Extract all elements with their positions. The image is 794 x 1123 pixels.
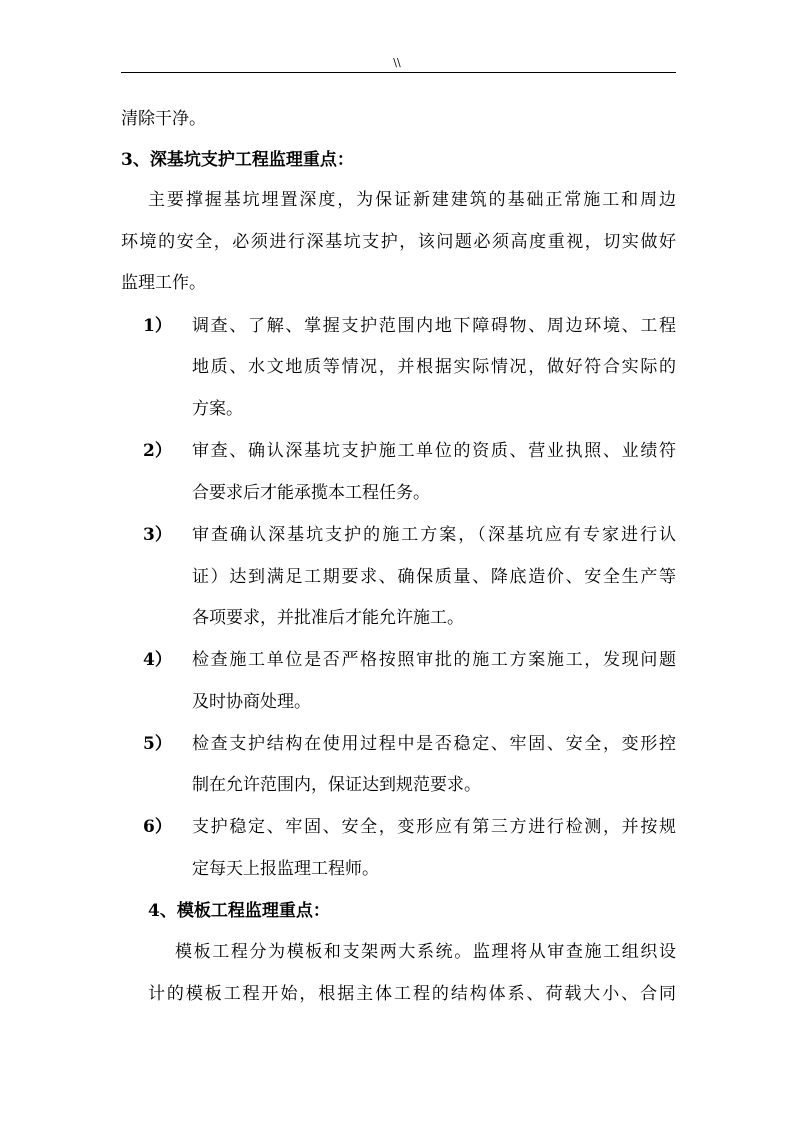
list-item-number: 2） [143,441,172,461]
list-item-line: 合要求后才能承揽本工程任务。 [192,483,430,503]
paragraph-line: 模板工程分为模板和支架两大系统。监理将从审查施工组织设 [175,942,676,962]
list-item-line: 各项要求，并批准后才能允许施工。 [192,608,464,628]
list-item-line: 调查、了解、掌握支护范围内地下障碍物、周边环境、工程 [192,316,676,336]
list-item-number: 6） [143,817,172,837]
list-item-number: 3） [143,525,172,545]
list-item-number: 4） [143,650,172,670]
list-item-line: 审查确认深基坑支护的施工方案，（深基坑应有专家进行认 [192,525,676,545]
section-heading-4: 4、模板工程监理重点： [148,901,330,921]
paragraph-line: 环境的安全，必须进行深基坑支护，该问题必须高度重视，切实做好 [121,232,676,252]
list-item-line: 制在允许范围内，保证达到规范要求。 [192,775,481,795]
paragraph-line: 监理工作。 [121,273,206,293]
list-item-line: 及时协商处理。 [192,692,311,712]
header-rule [121,72,676,73]
list-item-line: 定每天上报监理工程师。 [192,859,379,879]
paragraph-continuation: 清除干净。 [121,109,206,129]
paragraph-line: 主要撑握基坑埋置深度，为保证新建建筑的基础正常施工和周边 [148,190,676,210]
list-item-number: 5） [143,734,172,754]
header-mark: \\ [393,56,401,69]
paragraph-line: 计的模板工程开始，根据主体工程的结构体系、荷载大小、合同 [148,984,676,1004]
list-item-number: 1） [143,316,172,336]
list-item-line: 支护稳定、牢固、安全，变形应有第三方进行检测，并按规 [192,817,676,837]
list-item-line: 检查支护结构在使用过程中是否稳定、牢固、安全，变形控 [192,734,676,754]
list-item-line: 证）达到满足工期要求、确保质量、降底造价、安全生产等 [192,567,676,587]
list-item-line: 地质、水文地质等情况，并根据实际情况，做好符合实际的 [192,357,676,377]
section-heading-3: 3、深基坑支护工程监理重点： [121,150,354,170]
list-item-line: 审查、确认深基坑支护施工单位的资质、营业执照、业绩符 [192,441,676,461]
list-item-line: 检查施工单位是否严格按照审批的施工方案施工，发现问题 [192,650,676,670]
list-item-line: 方案。 [192,399,243,419]
